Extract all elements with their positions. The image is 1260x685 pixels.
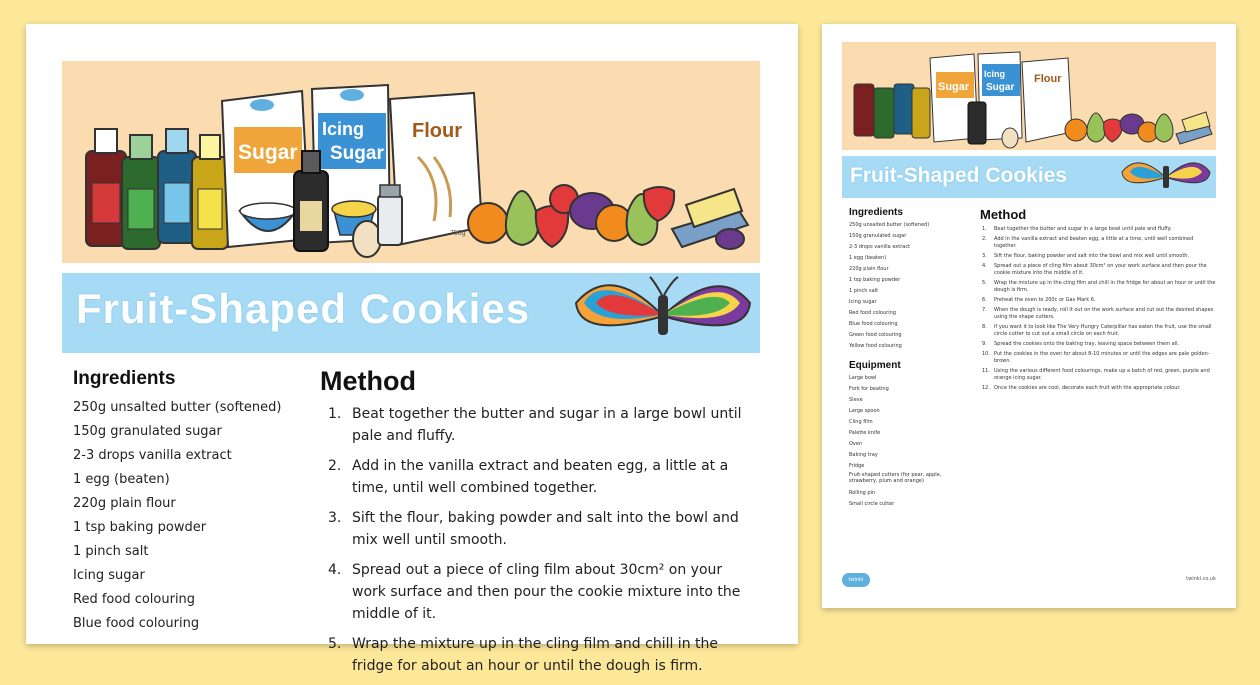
ingredient-item: Icing sugar [73, 568, 145, 583]
method-step: 1. Beat together the butter and sugar in a large bowl until pale and fluffy. [328, 406, 742, 444]
ingredient-item-small: Icing sugar [849, 299, 877, 305]
ingredients-banner-small [842, 42, 1216, 150]
flour-label: Flour [412, 120, 462, 142]
method-section-small [980, 207, 1216, 395]
ingredients-banner [62, 61, 760, 263]
ingredient-item-small: 1 egg (beaten) [849, 255, 887, 261]
method-steps [320, 403, 760, 677]
ingredient-item-small: 220g plain flour [849, 266, 889, 272]
ingredients-heading-small: Ingredients [849, 207, 903, 218]
method-step-small: 6. Preheat the oven to 200c or Gas Mark 6. [982, 297, 1096, 303]
ingredient-item: 1 pinch salt [73, 544, 149, 559]
ingredient-item-small: 1 pinch salt [849, 288, 879, 294]
equipment-item-small: Fork for beating [849, 386, 889, 392]
ingredients-illustration-small [842, 42, 1216, 150]
page-title-small: Fruit-Shaped Cookies [850, 164, 1068, 187]
recipe-page-large [26, 24, 798, 674]
orange-fruit [468, 203, 508, 243]
plum-fruit-2 [716, 229, 744, 249]
ingredient-item: 1 tsp baking powder [73, 520, 207, 535]
method-step: 4. Spread out a piece of cling film about 30cm² on your work surface and then pour the cookie mixture into the middle of it. [328, 562, 741, 622]
ingredient-item-small: Blue food colouring [849, 321, 898, 327]
method-step: 2. Add in the vanilla extract and beaten egg, a little at a time, until well combined together. [328, 458, 729, 496]
equipment-heading-small: Equipment [849, 360, 901, 371]
ingredient-item: 150g granulated sugar [73, 424, 222, 439]
ingredients-heading: Ingredients [73, 368, 176, 389]
ingredients-section-small [849, 207, 967, 510]
salt-shaker [378, 185, 402, 245]
footer-url: twinkl.co.uk [1186, 576, 1216, 582]
equipment-item-small: Fruit-shaped cutters (for pear, apple, strawberry, plum and orange) [849, 472, 942, 484]
egg [353, 221, 381, 257]
method-step-small: 9. Spread the cookies onto the baking tray, leaving space between them all. [982, 341, 1180, 347]
equipment-item-small: Small circle cutter [849, 501, 895, 507]
ingredient-item-small: 2-3 drops vanilla extract [849, 244, 911, 250]
equipment-item-small: Palette knife [849, 430, 881, 436]
method-step-small: 7. When the dough is ready, roll it out on the work surface and cut out the desired shapes using the shape cutters. [982, 307, 1214, 320]
method-heading-small: Method [980, 207, 1027, 222]
method-step-small: 5. Wrap the mixture up in the cling film and chill in the fridge for about an hour or until the dough is firm. [982, 280, 1216, 293]
page-title: Fruit-Shaped Cookies [76, 285, 531, 332]
method-step-small: 2. Add in the vanilla extract and beaten egg, a little at a time, until well combined together. [982, 236, 1194, 249]
ingredient-item: Blue food colouring [73, 616, 200, 631]
ingredients-list-small [849, 220, 967, 352]
method-step-small: 10. Put the cookies in the oven for about 8-10 minutes or until the edges are pale golden-brown. [982, 351, 1210, 364]
ingredient-item: 1 egg (beaten) [73, 472, 170, 487]
red-colouring-bottle [86, 129, 126, 246]
green-colouring-bottle [122, 135, 160, 249]
method-step-small: 4. Spread out a piece of cling film about 30cm² on your work surface and then pour the cookie mixture into the middle of it. [982, 263, 1207, 276]
method-step-small: 8. If you want it to look like The Very Hungry Caterpillar has eaten the fruit, use the small circle cutter to cut out a small circle on each fruit. [982, 324, 1212, 337]
method-step-small: 12. Once the cookies are cool, decorate each fruit with the appropriate colour. [982, 385, 1181, 391]
equipment-item-small: Baking tray [849, 452, 878, 458]
sugar-label: Sugar [238, 141, 298, 164]
method-step-small: 11. Using the various different food colourings, make up a batch of red, green, purple and orange icing sugar. [982, 368, 1210, 381]
equipment-item-small: Large spoon [849, 408, 880, 414]
method-steps-small [980, 226, 1216, 392]
icing-label-1: Icing [322, 119, 365, 139]
ingredients-list [73, 396, 303, 636]
title-bar-small [842, 156, 1216, 198]
ingredient-item-small: 150g granulated sugar [849, 233, 907, 239]
method-section [320, 366, 760, 685]
ingredient-item-small: 1 tsp baking powder [849, 277, 901, 283]
equipment-item-small: Fridge [849, 463, 865, 469]
ingredient-item-small: Yellow food colouring [849, 343, 902, 349]
icing-label-small-2: Sugar [986, 82, 1015, 93]
ingredient-item-small: Red food colouring [849, 310, 896, 316]
method-step: 3. Sift the flour, baking powder and salt into the bowl and mix well until smooth. [328, 510, 739, 548]
method-step-small: 3. Sift the flour, baking powder and salt into the bowl and mix well until smooth. [982, 253, 1190, 259]
ingredients-illustration [62, 61, 760, 263]
equipment-item-small: Large bowl [849, 375, 877, 381]
title-bar [62, 273, 760, 353]
method-step: 5. Wrap the mixture up in the cling film and chill in the fridge for about an hour or until the dough is firm. [328, 636, 718, 674]
equipment-item-small: Oven [849, 441, 863, 447]
flour-weight: 750g [450, 230, 466, 237]
method-step-small: 1. Beat together the butter and sugar in a large bowl until pale and fluffy. [982, 226, 1172, 232]
ingredient-item: 2-3 drops vanilla extract [73, 448, 232, 463]
ingredient-item-small: 250g unsalted butter (softened) [849, 222, 930, 228]
butterfly-icon-small [1118, 156, 1214, 198]
icing-label-2: Sugar [330, 143, 384, 164]
ingredient-item-small: Green food colouring [849, 332, 902, 338]
method-heading: Method [320, 366, 416, 396]
yellow-colouring-bottle [192, 135, 228, 249]
equipment-item-small: Rolling pin [849, 490, 876, 496]
recipe-page-small [822, 24, 1236, 608]
equipment-list-small [849, 373, 967, 510]
butterfly-icon [570, 273, 760, 353]
equipment-item-small: Cling film [849, 419, 873, 425]
footer-logo: twinkl [842, 573, 870, 587]
ingredient-item: Red food colouring [73, 592, 196, 607]
icing-label-small-1: Icing [984, 69, 1006, 79]
sugar-label-small: Sugar [938, 81, 970, 93]
flour-label-small: Flour [1034, 73, 1062, 85]
ingredients-section [73, 368, 303, 636]
blue-colouring-bottle [158, 129, 196, 243]
ingredient-item: 250g unsalted butter (softened) [73, 400, 282, 415]
ingredient-item: 220g plain flour [73, 496, 176, 511]
equipment-item-small: Sieve [849, 397, 863, 403]
pear-fruit [506, 191, 538, 245]
